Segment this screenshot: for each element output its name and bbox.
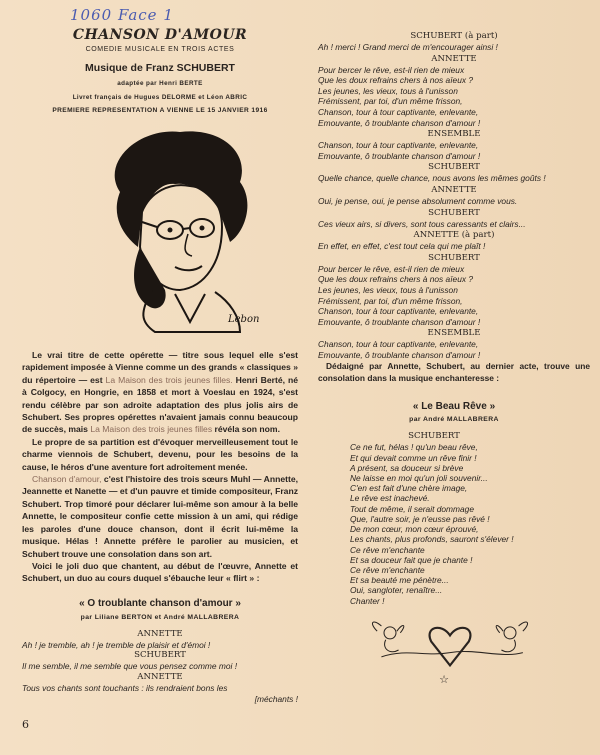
song-title: « Le Beau Rêve » (412, 401, 496, 413)
star-ornament-icon: ☆ (439, 673, 449, 686)
lyric-line: Emouvante, ô troublante chanson d'amour ! (318, 150, 481, 161)
song-lyrics-right (318, 31, 590, 360)
role-name: ANNETTE (137, 628, 183, 639)
role-name: SCHUBERT (428, 252, 480, 263)
lyric-line: Et sa beauté me pénètre... (350, 575, 449, 586)
role-name: ENSEMBLE (427, 328, 481, 339)
lyric-line: Oui, sangloter, renaître... (350, 585, 443, 596)
lyric-line: Les jeunes, les vieux, tous à l'unisson (318, 284, 458, 295)
song-title: « O troublante chanson d'amour » (79, 597, 241, 609)
lyric-line: Chanson, tour à tour captivante, enlevante, (318, 106, 479, 117)
role-name: ANNETTE (431, 184, 477, 195)
intro-paragraph: Le propre de sa partition est d'évoquer merveilleusement tout le charme viennois de Schubert, devenu, pour les besoins de la cause, le héros d'une aventure fort adroitement menée. (22, 436, 298, 472)
lyric-line: Chanter ! (350, 595, 385, 606)
lyric-line: Que les doux refrains chers à nos aïeux ? (318, 75, 474, 86)
role-name: SCHUBERT (428, 207, 480, 218)
lyric-line: C'en est fait d'une chère image, (350, 483, 468, 494)
lyric-line: Ah ! je tremble, ah ! je tremble de plaisir et d'émoi ! (22, 639, 211, 650)
lyric-line: Ce rêve m'enchante (350, 544, 425, 555)
song-lyrics-left (22, 629, 298, 704)
lyric-line: Pour bercer le rêve, est-il rien de mieux (318, 263, 465, 274)
premiere-info: PREMIERE REPRESENTATION A VIENNE LE 15 JANVIER 1916 (52, 107, 268, 114)
transition-text: Dédaigné par Annette, Schubert, au dernier acte, trouve une consolation dans la musique enchanteresse : (318, 361, 590, 383)
libretto-credit: Livret français de Hugues DELORME et Léon ABRIC (72, 94, 248, 101)
lyric-line: Les chants, plus profonds, sauront s'élever ! (350, 534, 514, 545)
role-name: ANNETTE (137, 671, 183, 682)
left-column (22, 349, 298, 731)
page-title: CHANSON D'AMOUR (72, 27, 248, 43)
song-performers: par André MALLABRERA (409, 416, 499, 424)
role-name: SCHUBERT (134, 650, 186, 661)
lyric-line: Oui, je pense, oui, je pense absolument comme vous. (318, 195, 518, 206)
right-column (318, 30, 590, 686)
work-title-reference: Chanson d'amour, (32, 474, 102, 485)
schubert-portrait-illustration (80, 122, 270, 337)
intro-paragraph (22, 349, 298, 436)
lyric-line: Emouvante, ô troublante chanson d'amour ! (318, 316, 481, 327)
lyric-line: Chanson, tour à tour captivante, enlevante, (318, 339, 479, 350)
lyric-line: Chanson, tour à tour captivante, enlevante, (318, 140, 479, 151)
lyric-line: Pour bercer le rêve, est-il rien de mieux (318, 64, 465, 75)
lyric-line: Les jeunes, les vieux, tous à l'unisson (318, 85, 458, 96)
text-segment: Le vrai titre de cette opérette — titre sous lequel elle s'est rapidement imposée à Vienne comme un des grands « classiques » du répertoire — est (22, 350, 298, 385)
role-name: SCHUBERT (408, 431, 460, 442)
lyric-line: Frémissent, par toi, d'un même frisson, (318, 96, 463, 107)
work-title-reference: La Maison des trois jeunes filles. (105, 374, 233, 385)
intro-paragraph: Voici le joli duo que chantent, au début de l'œuvre, Annette et Schubert, un duo au cours duquel s'ébauche leur « flirt » : (22, 560, 298, 584)
lyric-line: Ce ne fut, hélas ! qu'un beau rêve, (350, 442, 478, 453)
lyric-line: Et sa douceur fait que je chante ! (350, 554, 473, 565)
cupids-heart-ornament (350, 614, 550, 674)
lyric-line: Que, l'autre soir, je n'eusse pas rêvé ! (350, 513, 490, 524)
lyric-line: [méchants ! (254, 693, 298, 704)
handwritten-annotation: 1060 Face 1 (70, 6, 174, 24)
lyric-line: Tous vos chants sont touchants : ils rendraient bons les (22, 682, 228, 693)
lyric-line: Quelle chance, quelle chance, nous avons les mêmes goûts ! (318, 173, 546, 184)
composer-credit: Musique de Franz SCHUBERT (85, 62, 235, 74)
lyric-line: Frémissent, par toi, d'un même frisson, (318, 295, 463, 306)
lyric-line: Et qui devait comme un rêve finir ! (350, 452, 477, 463)
adapter-credit: adaptée par Henri BERTE (117, 80, 203, 87)
text-segment: révéla son nom. (212, 424, 280, 435)
lyric-line: A présent, sa douceur si brève (350, 462, 464, 473)
page-number: 6 (22, 718, 29, 732)
role-name: ENSEMBLE (427, 129, 481, 140)
lyric-line: Il me semble, il me semble que vous pensez comme moi ! (22, 661, 238, 672)
lyric-line: De mon cœur, mon cœur éprouvé, (350, 524, 479, 535)
role-name: ANNETTE (à part) (413, 230, 495, 241)
text-segment: c'est l'histoire des trois sœurs Muhl — Annette, Jeannette et Nanette — et d'un pauvre et timide compositeur, Franz Schubert. Trop timoré pour déclarer lui-même son amour à la belle Annette, le compositeur confie cette mission à un ami, qui rédige les paroles d'une douce chanson, dont il écrit lui-même la musique. Hélas ! Annette préfère le parolier au musicien, et Schubert trouve une consolation dans son art. (22, 474, 298, 559)
intro-paragraph (22, 473, 298, 560)
text-segment: Henri Berté, né à Colgocy, en Hongrie, en 1858 et mort à Voeslau en 1924, s'est rendu célèbre par son adroite adaptation des plus jolis airs de Schubert. Ses propres opérettes n'avaient jamais connu beaucoup de succès, mais (22, 374, 298, 435)
lyric-line: Emouvante, ô troublante chanson d'amour ! (318, 117, 481, 128)
work-title-reference: La Maison des trois jeunes filles (90, 424, 213, 435)
lyric-line: Que les doux refrains chers à nos aïeux ? (318, 274, 474, 285)
lyric-line: Emouvante, ô troublante chanson d'amour ! (318, 349, 481, 360)
song2-lyrics (350, 442, 590, 605)
subtitle: COMEDIE MUSICALE EN TROIS ACTES (85, 46, 235, 53)
lyric-line: Ah ! merci ! Grand merci de m'encourager ainsi ! (318, 42, 498, 52)
song-performers: par Liliane BERTON et André MALLABRERA (80, 613, 240, 621)
lyric-line: Chanson, tour à tour captivante, enlevante, (318, 306, 479, 317)
lyric-line: En effet, en effet, c'est tout cela qui me plaît ! (318, 241, 486, 252)
role-name: SCHUBERT (428, 162, 480, 173)
lyric-line: Ces vieux airs, si divers, sont tous caressants et clairs... (318, 218, 526, 229)
intro-text (22, 349, 298, 585)
lyric-line: Ne laisse en moi qu'un joli souvenir... (350, 473, 488, 484)
lyric-line: Le rêve est inachevé. (350, 493, 430, 504)
role-name: SCHUBERT (à part) (410, 31, 498, 41)
lyric-line: Tout de même, il serait dommage (350, 503, 474, 514)
artist-signature: Lebon (228, 314, 260, 325)
lyric-line: Ce rêve m'enchante (350, 564, 425, 575)
role-name: ANNETTE (431, 53, 477, 64)
